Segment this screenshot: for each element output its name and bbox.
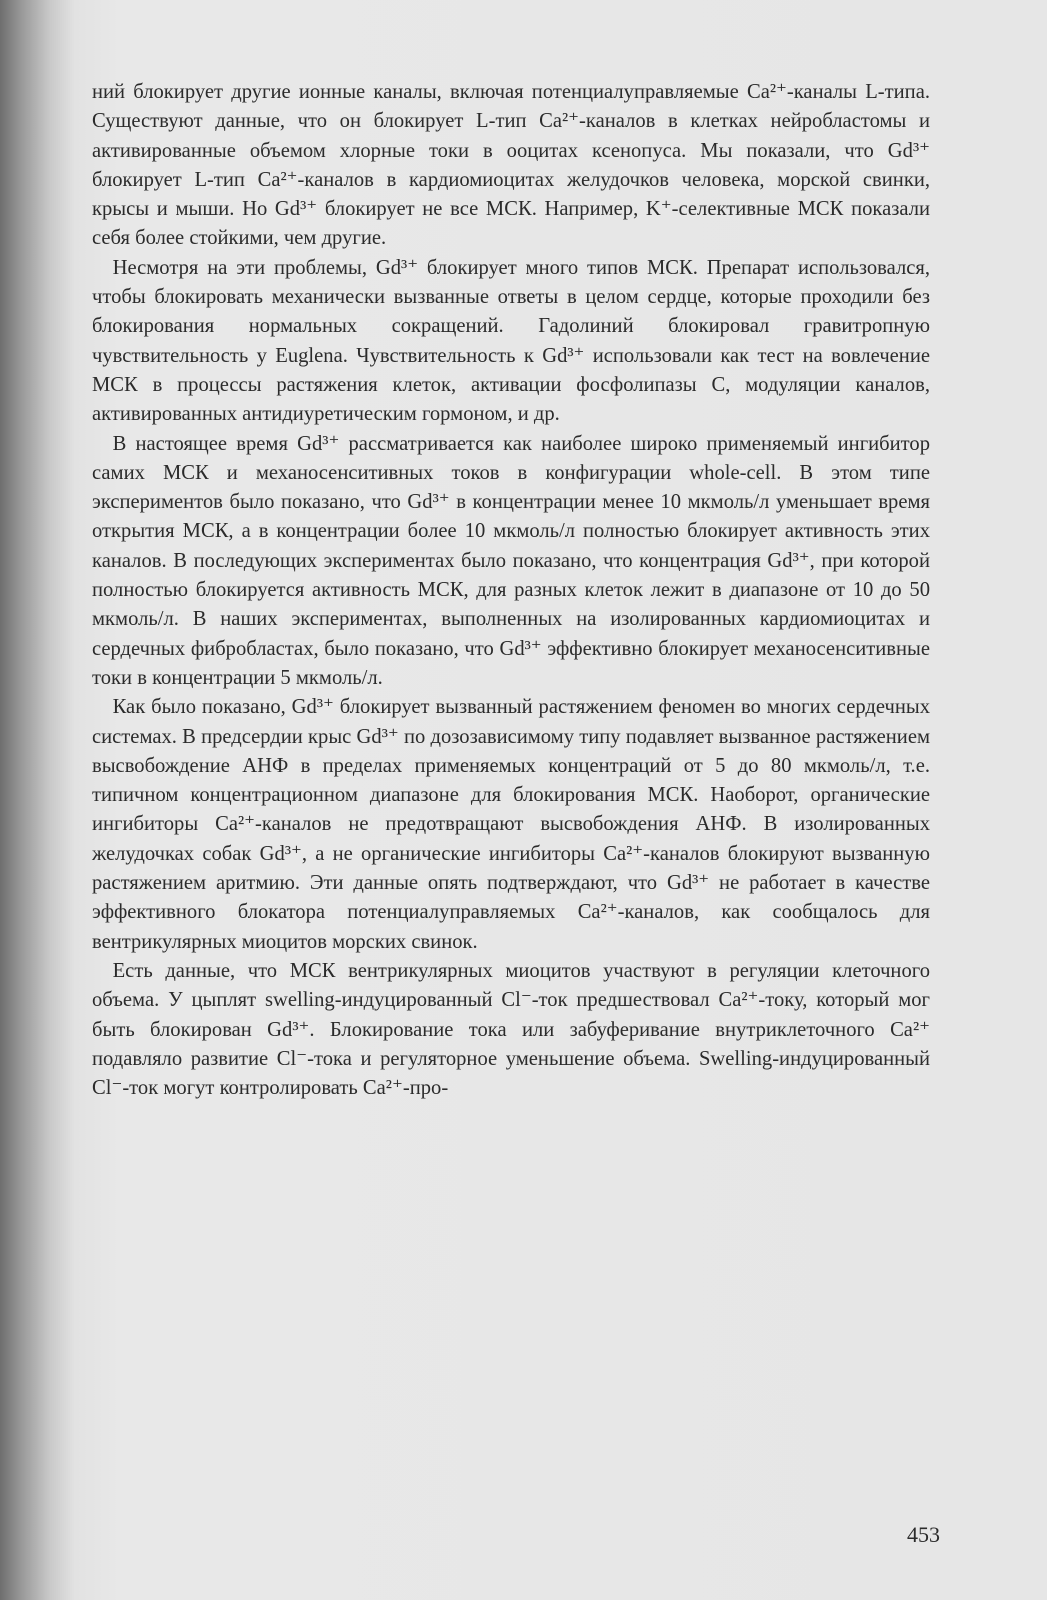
paragraph-1: ний блокирует другие ионные каналы, включая потенциалуправляемые Ca²⁺-каналы L-типа. Существуют данные, что он блокирует L-тип Ca²⁺-каналов в клетках нейробластомы и активированные объемом хлорные токи в ооцитах ксенопуса. Мы показали, что Gd³⁺ блокирует L-тип Ca²⁺-каналов в кардиомиоцитах желудочков человека, морской свинки, крысы и мыши. Но Gd³⁺ блокирует не все МСК. Например, K⁺-селективные МСК показали себя более стойкими, чем другие. (92, 81, 930, 250)
paragraph-4: Как было показано, Gd³⁺ блокирует вызванный растяжением феномен во многих сердечных системах. В предсердии крыс Gd³⁺ по дозозависимому типу подавляет вызванное растяжением высвобождение АНФ в пределах применяемых концентраций от 5 до 80 мкмоль/л, т.е. типичном концентрационном диапазоне для блокирования МСК. Наоборот, органические ингибиторы Ca²⁺-каналов не предотвращают высвобождения АНФ. В изолированных желудочках собак Gd³⁺, а не органические ингибиторы Ca²⁺-каналов блокируют вызванную растяжением аритмию. Эти данные опять подтверждают, что Gd³⁺ не работает в качестве эффективного блокатора потенциалуправляемых Ca²⁺-каналов, как сообщалось для вентрикулярных миоцитов морских свинок. (92, 696, 930, 953)
paragraph-5: Есть данные, что МСК вентрикулярных миоцитов участвуют в регуляции клеточного объема. У цыплят swelling-индуцированный Cl⁻-ток предшествовал Ca²⁺-току, который мог быть блокирован Gd³⁺. Блокирование тока или забуферивание внутриклеточного Ca²⁺ подавляло развитие Cl⁻-тока и регуляторное уменьшение объема. Swelling-индуцированный Cl⁻-ток могут контролировать Ca²⁺-про- (92, 959, 930, 1100)
paragraph-2: Несмотря на эти проблемы, Gd³⁺ блокирует много типов МСК. Препарат использовался, чтобы блокировать механически вызванные ответы в целом сердце, которые проходили без блокирования нормальных сокращений. Гадолиний блокировал гравитропную чувствительность у Euglena. Чувствительность к Gd³⁺ использовали как тест на вовлечение МСК в процессы растяжения клеток, активации фосфолипазы C, модуляции каналов, активированных антидиуретическим гормоном, и др. (92, 256, 930, 426)
paragraph-3: В настоящее время Gd³⁺ рассматривается как наиболее широко применяемый ингибитор самих МСК и механосенситивных токов в конфигурации whole-cell. В этом типе экспериментов было показано, что Gd³⁺ в концентрации менее 10 мкмоль/л уменьшает время открытия МСК, а в концентрации более 10 мкмоль/л полностью блокирует активность этих каналов. В последующих экспериментах было показано, что концентрация Gd³⁺, при которой полностью блокируется активность МСК, для разных клеток лежит в диапазоне от 10 до 50 мкмоль/л. В наших экспериментах, выполненных на изолированных кардиомиоцитах и сердечных фибробластах, было показано, что Gd³⁺ эффективно блокирует механосенситивные токи в концентрации 5 мкмоль/л. (92, 432, 930, 689)
page-number: 453 (907, 1522, 940, 1547)
body-text (92, 78, 930, 1103)
